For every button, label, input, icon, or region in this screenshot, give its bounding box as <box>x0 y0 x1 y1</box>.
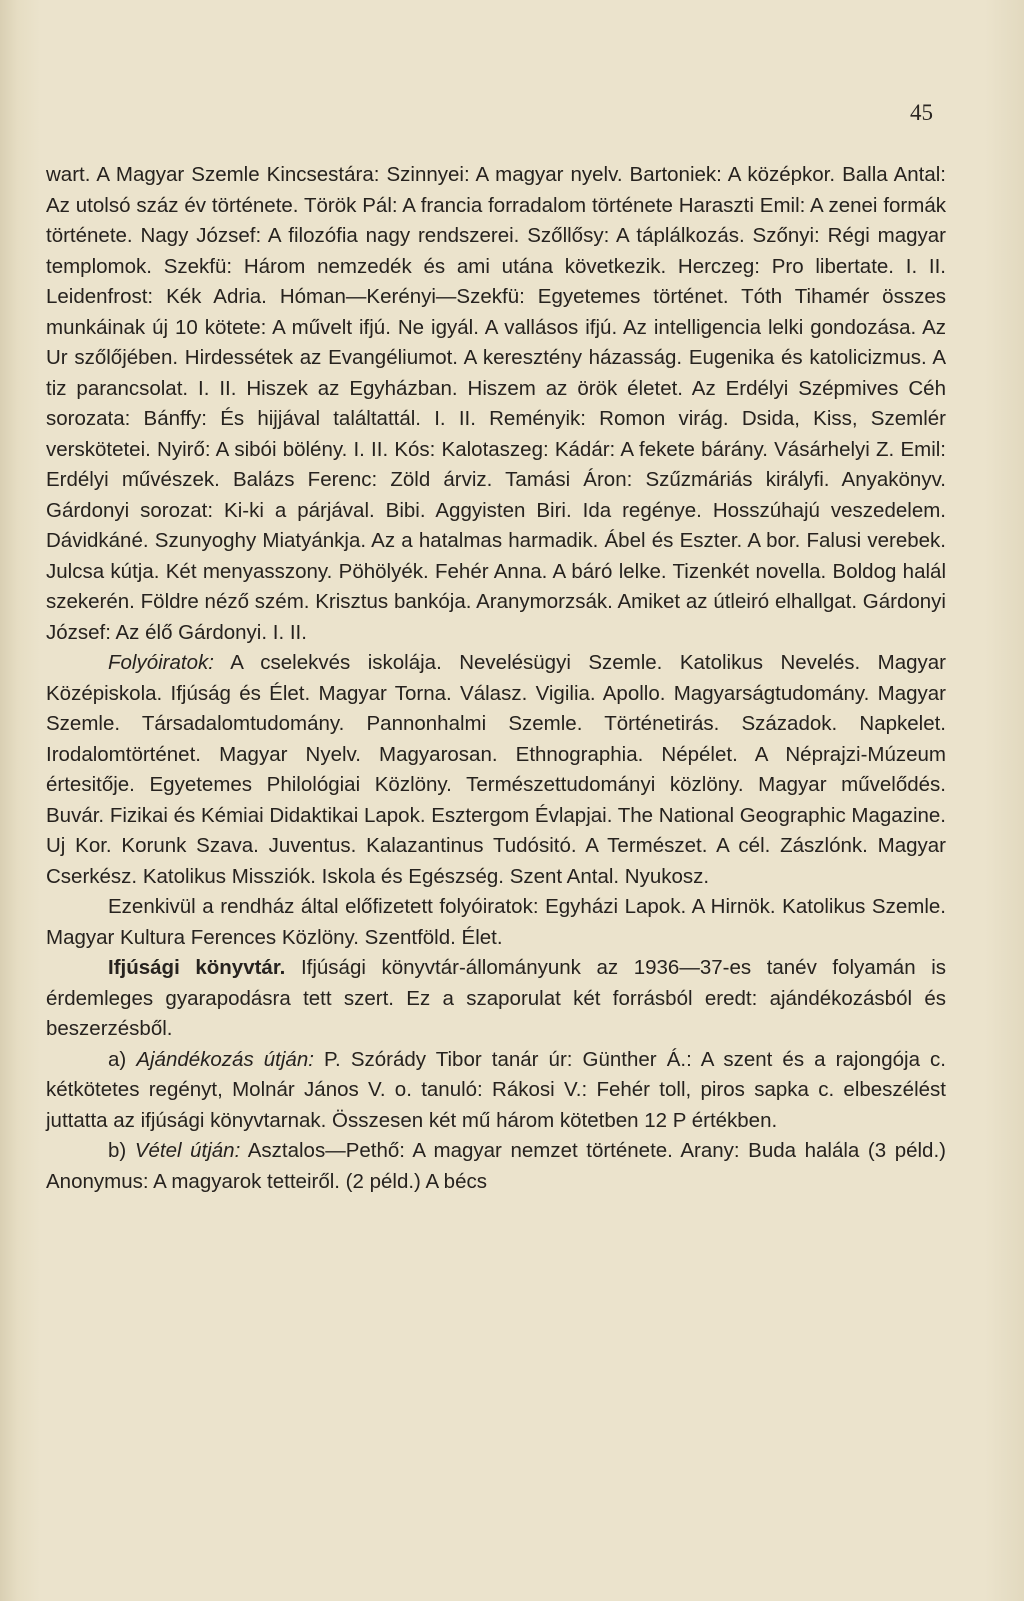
paragraph-purchases <box>46 1136 946 1197</box>
youth-library-heading: Ifjúsági könyvtár. <box>108 956 286 979</box>
purchases-text: Asztalos—Pethő: A magyar nemzet története. Arany: Buda halála (3 péld.) Anonymus: A magyarok tetteiről. (2 péld.) A bécs <box>46 1139 946 1193</box>
periodicals-label: Folyóiratok: <box>108 651 214 674</box>
page-number: 45 <box>910 100 933 125</box>
donations-text: P. Szórády Tibor tanár úr: Günther Á.: A szent és a rajongója c. kétkötetes regényt, Molnár János V. o. tanuló: Rákosi V.: Fehér toll, piros sapka c. elbeszélést juttatta az ifjúsági könyvtarnak. Összesen két mű három kötetben 12 P értékben. <box>46 1047 946 1132</box>
paragraph-youth-library <box>46 953 946 1045</box>
paragraph-book-list: wart. A Magyar Szemle Kincsestára: Szinnyei: A magyar nyelv. Bartoniek: A középkor. Balla Antal: Az utolsó száz év története. Török Pál: A francia forradalom története Haraszti Emil: A zenei formák története. Nagy József: A filozófia nagy rendszerei. Szőllősy: A táplálkozás. Szőnyi: Régi magyar templomok. Szekfü: Három nemzedék és ami utána következik. Herczeg: Pro libertate. I. II. Leidenfrost: Kék Adria. Hóman—Kerényi—Szekfü: Egyetemes történet. Tóth Tihamér összes munkáinak új 10 kötete: A művelt ifjú. Ne igyál. A vallásos ifjú. Az intelligencia lelki gondozása. Az Ur szőlőjében. Hirdessétek az Evangéliumot. A keresztény házasság. Eugenika és katolicizmus. A tiz parancsolat. I. II. Hiszek az Egyházban. Hiszem az örök életet. Az Erdélyi Szépmives Céh sorozata: Bánffy: És hijjával találtattál. I. II. Reményik: Romon virág. Dsida, Kiss, Szemlér verskötetei. Nyirő: A sibói bölény. I. II. Kós: Kalotaszeg: Kádár: A fekete bárány. Vásárhelyi Z. Emil: Erdélyi művészek. Balázs Ferenc: Zöld árviz. Tamási Áron: Szűzmáriás királyfi. Anyakönyv. Gárdonyi sorozat: Ki-ki a párjával. Bibi. Aggyisten Biri. Ida regénye. Hosszúhajú veszedelem. Dávidkáné. Szunyoghy Miatyánkja. Az a hatalmas harmadik. Ábel és Eszter. A bor. Falusi verebek. Julcsa kútja. Két menyasszony. Pöhölyék. Fehér Anna. A báró lelke. Tizenkét novella. Boldog halál szekerén. Földre néző szém. Krisztus bankója. Aranymorzsák. Amiket az útleiró elhallgat. Gárdonyi József: Az élő Gárdonyi. I. II. <box>46 163 946 644</box>
periodicals-text: A cselekvés iskolája. Nevelésügyi Szemle. Katolikus Nevelés. Magyar Középiskola. Ifjúság és Élet. Magyar Torna. Válasz. Vigilia. Apollo. Magyarságtudomány. Magyar Szemle. Társadalomtudomány. Pannonhalmi Szemle. Történetirás. Századok. Napkelet. Irodalomtörténet. Magyar Nyelv. Magyarosan. Ethnographia. Népélet. A Néprajzi-Múzeum értesitője. Egyetemes Philológiai Közlöny. Természettudományi közlöny. Magyar művelődés. Buvár. Fizikai és Kémiai Didaktikai Lapok. Esztergom Évlapjai. The National Geographic Magazine. Uj Kor. Korunk Szava. Juventus. Kalazantinus Tudósitó. A Természet. A cél. Zászlónk. Magyar Cserkész. Katolikus Missziók. Iskola és Egészség. Szent Antal. Nyukosz. <box>46 651 946 888</box>
donations-label: Ajándékozás útján: <box>136 1047 314 1071</box>
donations-prefix: a) <box>108 1047 137 1071</box>
paragraph-donations <box>46 1045 946 1137</box>
body-text <box>46 160 946 1197</box>
purchases-prefix: b) <box>108 1139 135 1162</box>
youth-library-text: Ifjúsági könyvtár-állományunk az 1936—37-es tanév folyamán is érdemleges gyarapodásra tett szert. Ez a szaporulat két forrásból eredt: ajándékozásból és beszerzésből. <box>46 956 946 1040</box>
paragraph-periodicals <box>46 648 946 892</box>
purchases-label: Vétel útján: <box>134 1139 241 1162</box>
paragraph-subscribed: Ezenkivül a rendház által előfizetett folyóiratok: Egyházi Lapok. A Hirnök. Katolikus Szemle. Magyar Kultura Ferences Közlöny. Szentföld. Élet. <box>46 895 946 949</box>
